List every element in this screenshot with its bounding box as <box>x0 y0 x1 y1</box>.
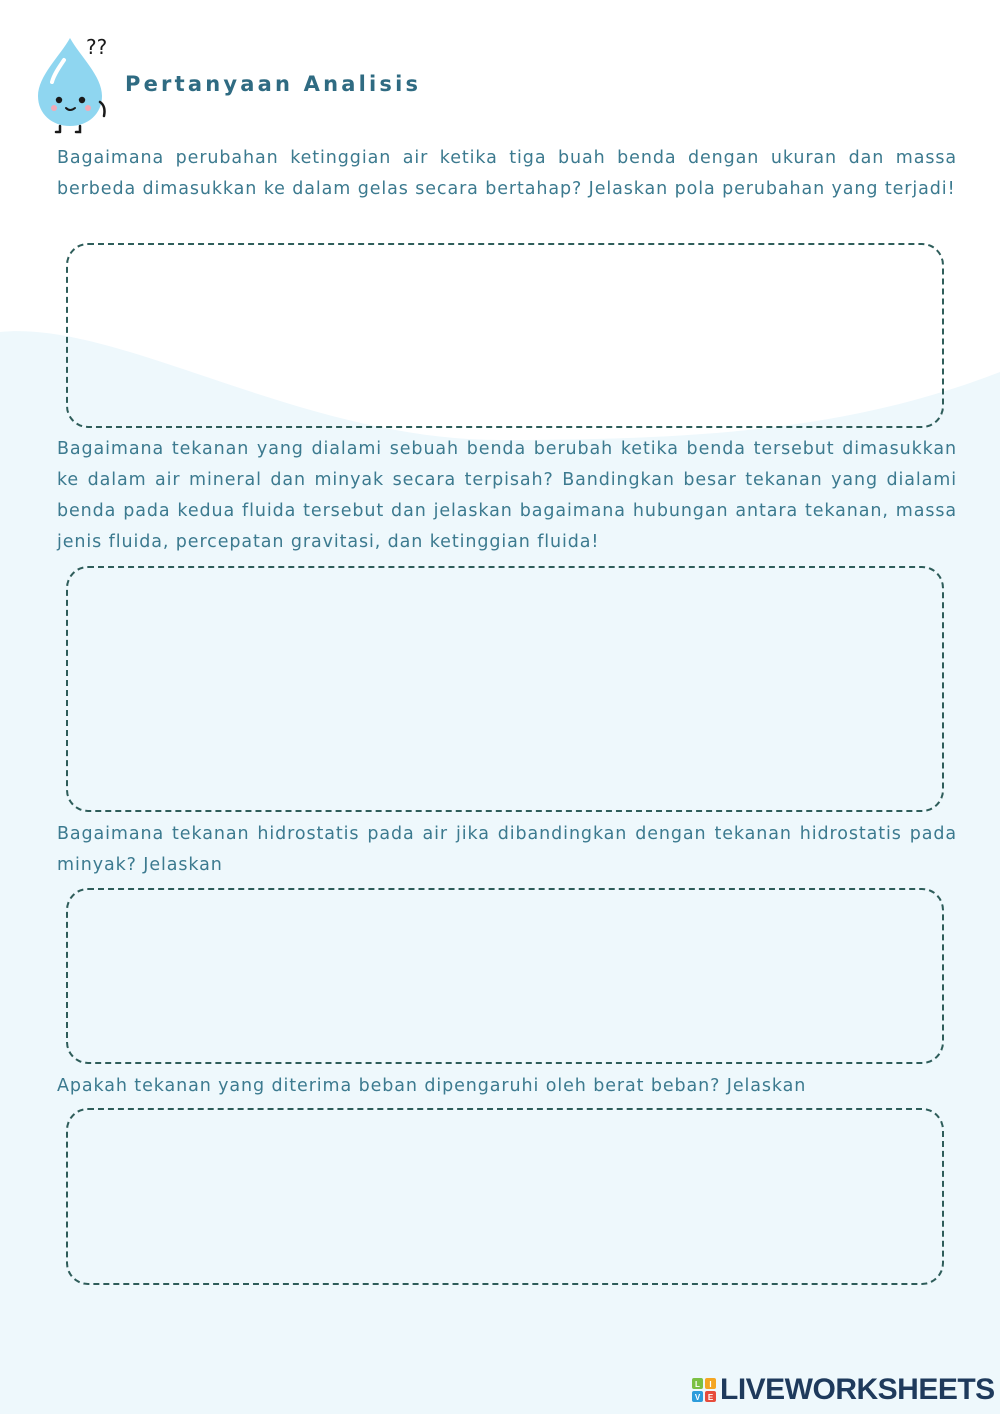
question-1-text: Bagaimana perubahan ketinggian air ketika tiga buah benda dengan ukuran dan massa berbeda dimasukkan ke dalam gelas secara bertahap? Jelaskan pola perubahan yang terjadi! <box>57 148 957 199</box>
liveworksheets-logo-icon <box>692 1378 716 1402</box>
svg-text:??: ?? <box>86 35 108 59</box>
question-2-text: Bagaimana tekanan yang dialami sebuah benda berubah ketika benda tersebut dimasukkan ke dalam air mineral dan minyak secara terpisah? Bandingkan besar tekanan yang dialami benda pada kedua fluida tersebut dan jelaskan bagaimana hubungan antara tekanan, massa jenis fluida, percepatan gravitasi, dan ketinggian fluida! <box>57 439 957 552</box>
water-drop-mascot-icon <box>30 32 120 136</box>
question-4-text: Apakah tekanan yang diterima beban dipengaruhi oleh berat beban? Jelaskan <box>57 1076 807 1096</box>
svg-text:L: L <box>695 1380 700 1389</box>
svg-text:I: I <box>709 1380 712 1389</box>
answer-box-3[interactable] <box>66 888 944 1064</box>
svg-text:E: E <box>707 1393 714 1402</box>
brand-text: LIVEWORKSHEETS <box>720 1373 995 1406</box>
question-3-text: Bagaimana tekanan hidrostatis pada air jika dibandingkan dengan tekanan hidrostatis pada minyak? Jelaskan <box>57 824 957 875</box>
answer-box-2[interactable] <box>66 566 944 812</box>
page-title: Pertanyaan Analisis <box>125 72 422 96</box>
liveworksheets-brand <box>692 1375 995 1405</box>
answer-box-1[interactable] <box>66 243 944 428</box>
svg-text:V: V <box>694 1393 701 1402</box>
answer-box-4[interactable] <box>66 1108 944 1285</box>
